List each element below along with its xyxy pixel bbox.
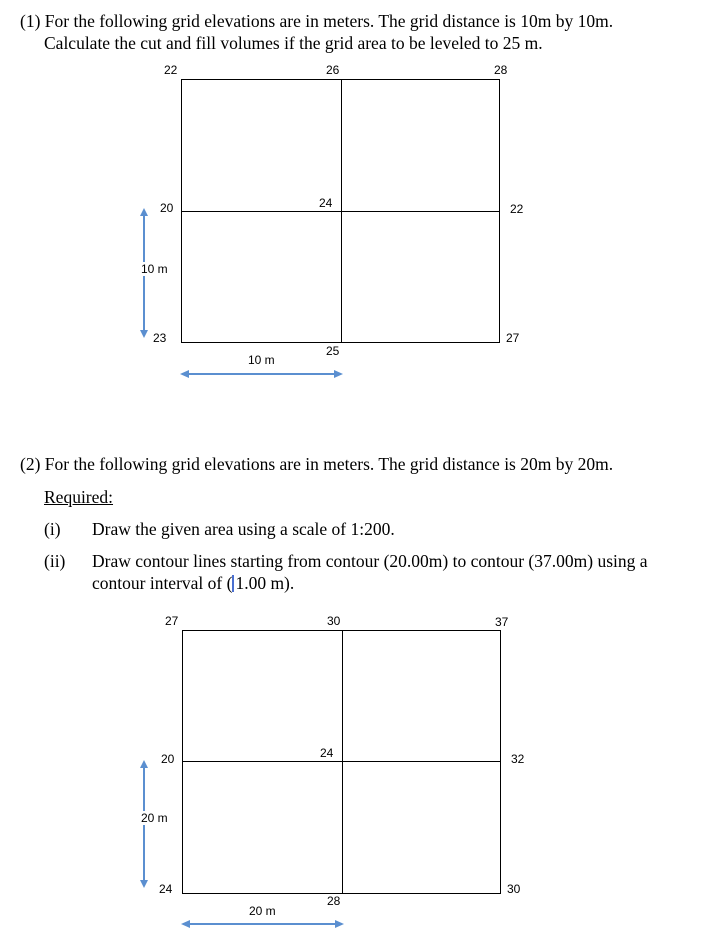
q1-elev-mid-left: 20 [160, 201, 174, 215]
q2-item2-text-line2a: contour interval of ( [92, 573, 233, 593]
q2-item2-text-line2b: 1.00 m). [235, 573, 295, 593]
q1-line2: Calculate the cut and fill volumes if the grid area to be leveled to 25 m. [44, 33, 543, 53]
q1-dim-h-label: 10 m [248, 353, 275, 367]
q2-dim-h-arrowhead-right-icon [335, 920, 344, 928]
q2-elev-top-mid: 30 [327, 614, 341, 628]
q2-elev-bot-left: 24 [159, 882, 173, 896]
q1-elev-bot-right: 27 [506, 331, 520, 345]
q1-line1: (1) For the following grid elevations are in meters. The grid distance is 10m by 10m. [20, 11, 614, 31]
q1-elev-bot-left: 23 [153, 331, 167, 345]
q1-elev-bot-mid: 25 [326, 344, 340, 358]
q2-elev-mid-left: 20 [161, 752, 175, 766]
q2-grid-vertical-divider [342, 630, 343, 894]
q2-elev-mid-mid: 24 [320, 746, 334, 760]
q1-elev-top-mid: 26 [326, 63, 340, 77]
q2-item1-text: Draw the given area using a scale of 1:200. [92, 519, 395, 539]
q2-dim-v-label: 20 m [141, 811, 168, 825]
q2-elev-bot-mid: 28 [327, 894, 341, 908]
q2-item2-text-line1: Draw contour lines starting from contour (20.00m) to contour (37.00m) using a [92, 551, 648, 571]
q2-item1-number: (i) [44, 519, 61, 539]
q2-item2-text-line2 [92, 572, 294, 594]
q1-elev-top-left: 22 [164, 63, 178, 77]
q2-dim-v-arrowhead-down-icon [140, 880, 148, 888]
q2-item2-number: (ii) [44, 551, 66, 571]
q1-elev-mid-mid: 24 [319, 196, 333, 210]
q2-elev-bot-right: 30 [507, 882, 521, 896]
q1-elev-mid-right: 22 [510, 202, 524, 216]
q2-line1: (2) For the following grid elevations are in meters. The grid distance is 20m by 20m. [20, 454, 614, 474]
q1-dim-h-arrowhead-right-icon [334, 370, 343, 378]
q2-dim-h-line [189, 923, 335, 925]
q2-dim-h-label: 20 m [249, 904, 276, 918]
q1-dim-v-arrowhead-down-icon [140, 330, 148, 338]
q2-elev-top-left: 27 [165, 614, 179, 628]
q2-required-heading: Required: [44, 487, 114, 507]
q2-grid-horizontal-divider [182, 761, 501, 762]
q1-elev-top-right: 28 [494, 63, 508, 77]
q1-dim-h-line [188, 373, 334, 375]
q2-elev-mid-right: 32 [511, 752, 525, 766]
q2-elev-top-right: 37 [495, 615, 509, 629]
q1-dim-v-label: 10 m [141, 262, 168, 276]
q1-grid-horizontal-divider [181, 211, 500, 212]
